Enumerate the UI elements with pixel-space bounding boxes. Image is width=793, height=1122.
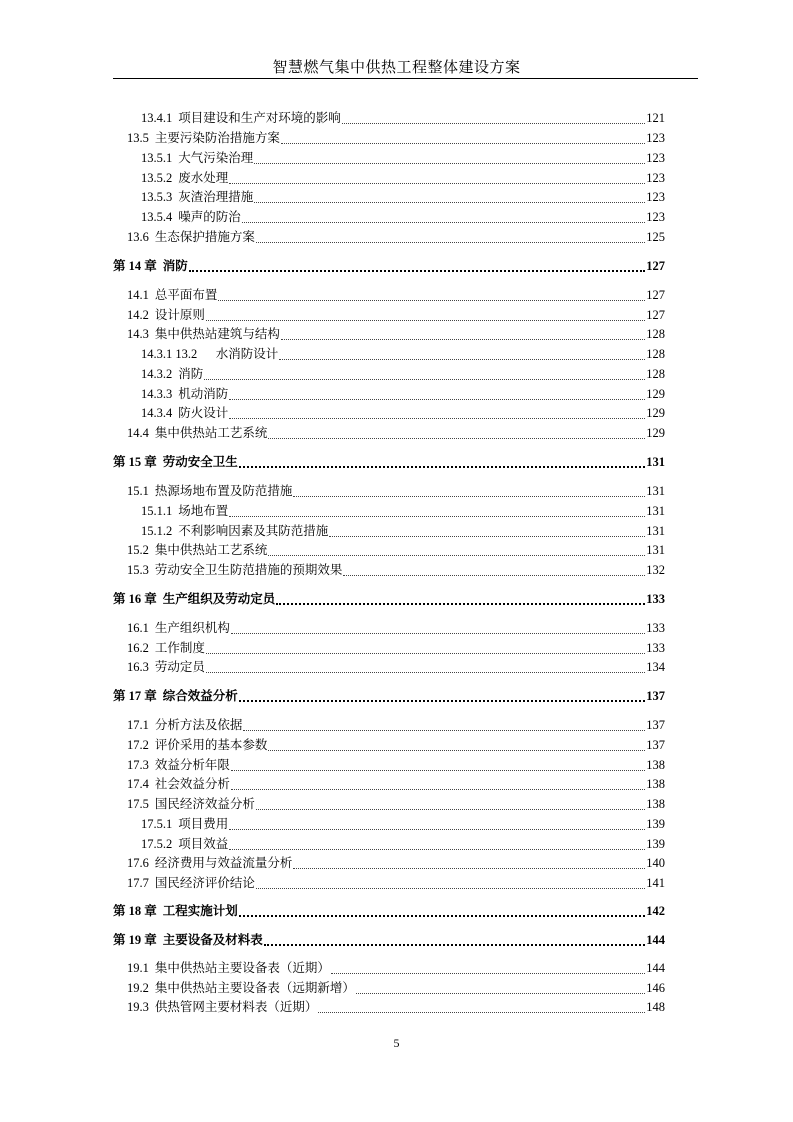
toc-entry-number: 第 17 章 (113, 689, 157, 703)
dot-leader (268, 554, 645, 556)
toc-entry-page: 123 (646, 210, 665, 224)
toc-entry-title: 消防 (178, 367, 204, 381)
toc-entry-number: 17.3 (127, 758, 149, 772)
toc-entry[interactable] (113, 502, 665, 520)
toc-entry-page: 144 (646, 933, 665, 947)
toc-entry-number: 13.5.1 (141, 151, 173, 165)
dot-leader (254, 162, 645, 164)
toc-entry-page: 139 (646, 817, 665, 831)
toc-entry[interactable] (113, 149, 665, 167)
toc-entry-number: 19.3 (127, 1000, 149, 1014)
toc-entry[interactable] (113, 541, 665, 559)
toc-entry-page: 132 (646, 563, 665, 577)
toc-entry-page: 131 (646, 484, 665, 498)
toc-entry-page: 133 (646, 641, 665, 655)
toc-entry-title: 废水处理 (178, 171, 229, 185)
toc-entry-page: 127 (646, 288, 665, 302)
toc-entry-title: 项目费用 (178, 817, 229, 831)
toc-entry[interactable] (113, 109, 665, 127)
toc-entry-number: 14.3.3 (141, 387, 173, 401)
dot-leader (229, 515, 645, 517)
toc-entry-title: 评价采用的基本参数 (154, 738, 268, 752)
toc-entry-title: 经济费用与效益流量分析 (154, 856, 293, 870)
toc-entry-page: 141 (646, 876, 665, 890)
toc-entry-title: 集中供热站建筑与结构 (154, 327, 280, 341)
toc-entry-page: 138 (646, 797, 665, 811)
dot-leader (342, 122, 645, 124)
toc-entry-number: 14.3.1 13.2 (141, 347, 198, 361)
toc-entry-number: 14.2 (127, 308, 149, 322)
toc-entry-page: 123 (646, 190, 665, 204)
toc-entry[interactable] (113, 129, 665, 147)
toc-entry-number: 15.2 (127, 543, 149, 557)
toc-entry[interactable] (113, 482, 665, 500)
toc-entry-title: 热源场地布置及防范措施 (154, 484, 293, 498)
dot-leader (279, 358, 645, 360)
toc-entry-page: 137 (646, 718, 665, 732)
dot-leader (318, 1011, 645, 1013)
toc-entry-number: 14.1 (127, 288, 149, 302)
toc-entry-page: 131 (646, 455, 665, 469)
toc-entry-title: 项目效益 (178, 837, 229, 851)
toc-entry-number: 16.2 (127, 641, 149, 655)
dot-leader (231, 769, 645, 771)
toc-entry[interactable] (113, 188, 665, 206)
dot-leader (239, 914, 645, 917)
toc-entry-title: 分析方法及依据 (154, 718, 243, 732)
toc-entry-page: 123 (646, 171, 665, 185)
dot-leader (243, 729, 645, 731)
dot-leader (229, 828, 645, 830)
toc-entry[interactable] (113, 365, 665, 383)
dot-leader (204, 378, 645, 380)
toc-entry-title: 主要污染防治措施方案 (154, 131, 280, 145)
toc-entry-title: 国民经济评价结论 (154, 876, 255, 890)
toc-entry[interactable] (113, 756, 665, 774)
dot-leader (229, 417, 645, 419)
toc-entry-title: 集中供热站主要设备表（远期新增） (154, 981, 355, 995)
toc-chapter-entry[interactable] (113, 590, 665, 608)
toc-entry[interactable] (113, 874, 665, 892)
toc-entry-title: 生产组织及劳动定员 (162, 592, 276, 606)
toc-entry-page: 131 (646, 543, 665, 557)
toc-entry-title: 工程实施计划 (162, 904, 238, 918)
dot-leader (293, 867, 645, 869)
toc-entry-page: 137 (646, 689, 665, 703)
toc-entry-number: 第 16 章 (113, 592, 157, 606)
toc-entry-number: 13.5 (127, 131, 149, 145)
dot-leader (268, 749, 645, 751)
toc-entry-number: 14.3.4 (141, 406, 173, 420)
toc-chapter-entry[interactable] (113, 257, 665, 275)
toc-entry[interactable] (113, 561, 665, 579)
dot-leader (281, 142, 645, 144)
toc-entry-number: 第 18 章 (113, 904, 157, 918)
toc-entry-number: 17.6 (127, 856, 149, 870)
dot-leader (206, 671, 645, 673)
toc-entry-title: 项目建设和生产对环境的影响 (178, 111, 341, 125)
toc-entry-number: 14.4 (127, 426, 149, 440)
toc-entry-title: 集中供热站工艺系统 (154, 426, 268, 440)
toc-entry-number: 13.5.3 (141, 190, 173, 204)
toc-entry[interactable] (113, 404, 665, 422)
toc-entry-page: 139 (646, 837, 665, 851)
dot-leader (343, 574, 645, 576)
toc-entry-number: 17.5.2 (141, 837, 173, 851)
toc-entry-page: 131 (646, 504, 665, 518)
toc-entry[interactable] (113, 716, 665, 734)
dot-leader (189, 269, 645, 272)
toc-entry-title: 生态保护措施方案 (154, 230, 255, 244)
toc-entry[interactable] (113, 736, 665, 754)
toc-entry-page: 123 (646, 151, 665, 165)
toc-entry-title: 总平面布置 (154, 288, 218, 302)
toc-entry-title: 工作制度 (154, 641, 205, 655)
dot-leader (229, 182, 645, 184)
dot-leader (329, 535, 645, 537)
toc-entry[interactable] (113, 619, 665, 637)
toc-entry-page: 138 (646, 777, 665, 791)
toc-entry-number: 16.1 (127, 621, 149, 635)
toc-entry-number: 15.1.2 (141, 524, 173, 538)
dot-leader (276, 602, 645, 605)
toc-entry-number: 15.3 (127, 563, 149, 577)
toc-entry-title: 效益分析年限 (154, 758, 230, 772)
toc-entry-number: 14.3 (127, 327, 149, 341)
toc-entry-number: 17.2 (127, 738, 149, 752)
toc-entry-number: 17.5 (127, 797, 149, 811)
dot-leader (229, 398, 645, 400)
dot-leader (256, 241, 645, 243)
toc-entry[interactable] (113, 424, 665, 442)
toc-entry-title: 主要设备及材料表 (162, 933, 263, 947)
toc-entry-page: 137 (646, 738, 665, 752)
dot-leader (218, 299, 645, 301)
toc-chapter-entry[interactable] (113, 902, 665, 920)
toc-entry-page: 131 (646, 524, 665, 538)
toc-entry-page: 128 (646, 327, 665, 341)
dot-leader (264, 943, 645, 946)
toc-entry-page: 123 (646, 131, 665, 145)
dot-leader (331, 972, 645, 974)
toc-entry-page: 128 (646, 367, 665, 381)
toc-entry-page: 125 (646, 230, 665, 244)
toc-entry[interactable] (113, 795, 665, 813)
toc-entry-title: 灰渣治理措施 (178, 190, 254, 204)
toc-entry-title: 劳动安全卫生 (162, 455, 238, 469)
dot-leader (293, 495, 645, 497)
toc-entry[interactable] (113, 639, 665, 657)
toc-entry-page: 129 (646, 406, 665, 420)
dot-leader (206, 319, 645, 321)
toc-chapter-entry[interactable] (113, 687, 665, 705)
toc-entry-page: 128 (646, 347, 665, 361)
toc-entry[interactable] (113, 522, 665, 540)
toc-entry-title: 集中供热站主要设备表（近期） (154, 961, 330, 975)
toc-entry-number: 13.5.2 (141, 171, 173, 185)
toc-entry[interactable] (113, 998, 665, 1016)
toc-entry-page: 142 (646, 904, 665, 918)
toc-entry-title: 供热管网主要材料表（近期） (154, 1000, 318, 1014)
toc-entry-page: 129 (646, 426, 665, 440)
toc-entry-number: 19.2 (127, 981, 149, 995)
dot-leader (239, 699, 645, 702)
toc-entry-number: 17.1 (127, 718, 149, 732)
toc-entry[interactable] (113, 959, 665, 977)
dot-leader (229, 848, 645, 850)
dot-leader (268, 437, 645, 439)
toc-entry-title: 生产组织机构 (154, 621, 230, 635)
toc-entry-title: 消防 (162, 259, 188, 273)
dot-leader (242, 221, 645, 223)
toc-entry-title: 综合效益分析 (162, 689, 238, 703)
toc-entry-number: 13.6 (127, 230, 149, 244)
toc-entry-title: 场地布置 (178, 504, 229, 518)
toc-entry-page: 121 (646, 111, 665, 125)
toc-entry-title: 不利影响因素及其防范措施 (178, 524, 329, 538)
toc-entry[interactable] (113, 286, 665, 304)
toc-entry[interactable] (113, 658, 665, 676)
toc-entry-title: 噪声的防治 (178, 210, 241, 224)
toc-entry[interactable] (113, 345, 665, 363)
dot-leader (254, 201, 645, 203)
dot-leader (356, 992, 645, 994)
toc-entry-title: 劳动定员 (154, 660, 205, 674)
dot-leader (206, 652, 645, 654)
document-header-title: 智慧燃气集中供热工程整体建设方案 (272, 60, 521, 76)
toc-entry[interactable] (113, 228, 665, 246)
page-number: 5 (393, 1036, 400, 1050)
toc-entry-page: 133 (646, 621, 665, 635)
toc-entry[interactable] (113, 208, 665, 226)
toc-entry-title: 水消防设计 (203, 347, 279, 361)
header-rule (113, 78, 698, 79)
toc-entry-number: 15.1.1 (141, 504, 173, 518)
toc-entry-number: 13.5.4 (141, 210, 173, 224)
toc-entry-page: 127 (646, 308, 665, 322)
toc-entry-number: 17.7 (127, 876, 149, 890)
toc-entry-number: 19.1 (127, 961, 149, 975)
toc-entry-page: 146 (646, 981, 665, 995)
toc-entry-page: 144 (646, 961, 665, 975)
toc-entry-title: 机动消防 (178, 387, 229, 401)
toc-entry-number: 14.3.2 (141, 367, 173, 381)
toc-entry[interactable] (113, 835, 665, 853)
toc-entry-title: 社会效益分析 (154, 777, 230, 791)
toc-entry-number: 第 15 章 (113, 455, 157, 469)
dot-leader (239, 465, 645, 468)
toc-entry[interactable] (113, 306, 665, 324)
toc-entry[interactable] (113, 385, 665, 403)
toc-entry-page: 133 (646, 592, 665, 606)
toc-entry-title: 大气污染治理 (178, 151, 254, 165)
dot-leader (231, 788, 645, 790)
toc-entry-title: 集中供热站工艺系统 (154, 543, 268, 557)
toc-entry-number: 第 19 章 (113, 933, 157, 947)
toc-entry-page: 134 (646, 660, 665, 674)
toc-entry-number: 17.4 (127, 777, 149, 791)
toc-entry-number: 17.5.1 (141, 817, 173, 831)
dot-leader (256, 887, 645, 889)
toc-entry[interactable] (113, 325, 665, 343)
toc-chapter-entry[interactable] (113, 453, 665, 471)
toc-entry-number: 15.1 (127, 484, 149, 498)
toc-entry[interactable] (113, 979, 665, 997)
toc-entry-number: 16.3 (127, 660, 149, 674)
toc-entry-title: 国民经济效益分析 (154, 797, 255, 811)
toc-entry-number: 13.4.1 (141, 111, 173, 125)
dot-leader (281, 338, 645, 340)
toc-entry[interactable] (113, 775, 665, 793)
toc-entry-title: 防火设计 (178, 406, 229, 420)
toc-entry[interactable] (113, 815, 665, 833)
toc-entry-page: 127 (646, 259, 665, 273)
toc-entry-page: 138 (646, 758, 665, 772)
dot-leader (231, 632, 645, 634)
toc-chapter-entry[interactable] (113, 931, 665, 949)
toc-entry[interactable] (113, 169, 665, 187)
toc-entry-page: 140 (646, 856, 665, 870)
toc-entry-page: 129 (646, 387, 665, 401)
toc-entry-title: 设计原则 (154, 308, 205, 322)
toc-entry[interactable] (113, 854, 665, 872)
toc-entry-number: 第 14 章 (113, 259, 157, 273)
toc-entry-page: 148 (646, 1000, 665, 1014)
toc-entry-title: 劳动安全卫生防范措施的预期效果 (154, 563, 343, 577)
dot-leader (256, 808, 645, 810)
